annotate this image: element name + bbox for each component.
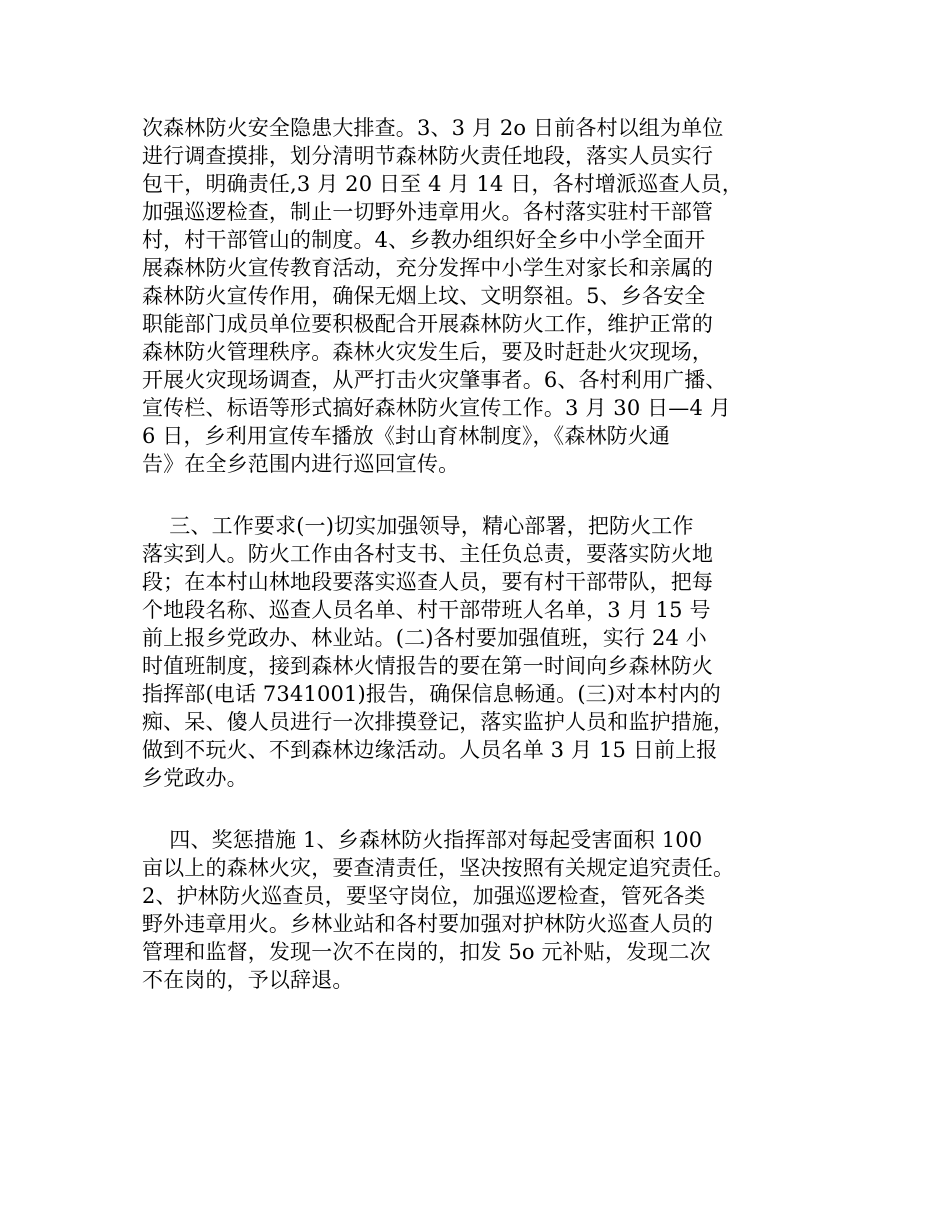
text-line: 做到不玩火、不到森林边缘活动。人员名单 3 月 15 日前上报: [142, 738, 718, 762]
text-line: 时值班制度，接到森林火情报告的要在第一时间向乡森林防火: [142, 654, 714, 678]
text-line: 指挥部(电话 7341001)报告，确保信息畅通。(三)对本村内的: [142, 682, 721, 706]
text-line: 三、工作要求(一)切实加强领导，精心部署，把防火工作: [142, 514, 694, 538]
text-line: 乡党政办。: [142, 766, 248, 790]
text-line: 进行调查摸排，划分清明节森林防火责任地段，落实人员实行: [142, 144, 714, 168]
text-line: 加强巡逻检查，制止一切野外违章用火。各村落实驻村干部管: [142, 200, 714, 224]
text-line: 包干，明确责任,3 月 20 日至 4 月 14 日，各村增派巡查人员，: [142, 172, 743, 196]
text-line: 痴、呆、傻人员进行一次排摸登记，落实监护人员和监护措施，: [142, 710, 735, 734]
text-line: 展森林防火宣传教育活动，充分发挥中小学生对家长和亲属的: [142, 256, 714, 280]
text-line: 四、奖惩措施 1、乡森林防火指挥部对每起受害面积 100: [142, 828, 703, 852]
text-line: 亩以上的森林火灾，要查清责任，坚决按照有关规定追究责任。: [142, 856, 735, 880]
text-line: 村，村干部管山的制度。4、乡教办组织好全乡中小学全面开: [142, 228, 706, 252]
text-line: 宣传栏、标语等形式搞好森林防火宣传工作。3 月 30 日—4 月: [142, 396, 731, 420]
text-line: 森林防火宣传作用，确保无烟上坟、文明祭祖。5、乡各安全: [142, 284, 706, 308]
text-line: 野外违章用火。乡林业站和各村要加强对护林防火巡查人员的: [142, 912, 714, 936]
text-line: 段；在本村山林地段要落实巡查人员，要有村干部带队，把每: [142, 570, 714, 594]
text-line: 管理和监督，发现一次不在岗的，扣发 5o 元补贴，发现二次: [142, 940, 711, 964]
text-line: 森林防火管理秩序。森林火灾发生后，要及时赶赴火灾现场，: [142, 340, 714, 364]
text-line: 职能部门成员单位要积极配合开展森林防火工作，维护正常的: [142, 312, 714, 336]
text-line: 告》在全乡范围内进行巡回宣传。: [142, 452, 460, 476]
text-line: 6 日，乡利用宣传车播放《封山育林制度》，《森林防火通: [142, 424, 671, 448]
text-line: 个地段名称、巡查人员名单、村干部带班人名单，3 月 15 号: [142, 598, 711, 622]
text-line: 次森林防火安全隐患大排查。3、3 月 2o 日前各村以组为单位: [142, 116, 724, 140]
text-line: 开展火灾现场调查，从严打击火灾肇事者。6、各村利用广播、: [142, 368, 727, 392]
text-line: 前上报乡党政办、林业站。(二)各村要加强值班，实行 24 小: [142, 626, 707, 650]
text-line: 2、护林防火巡查员，要坚守岗位，加强巡逻检查，管死各类: [142, 884, 706, 908]
text-line: 落实到人。防火工作由各村支书、主任负总责，要落实防火地: [142, 542, 714, 566]
text-line: 不在岗的，予以辞退。: [142, 968, 354, 992]
